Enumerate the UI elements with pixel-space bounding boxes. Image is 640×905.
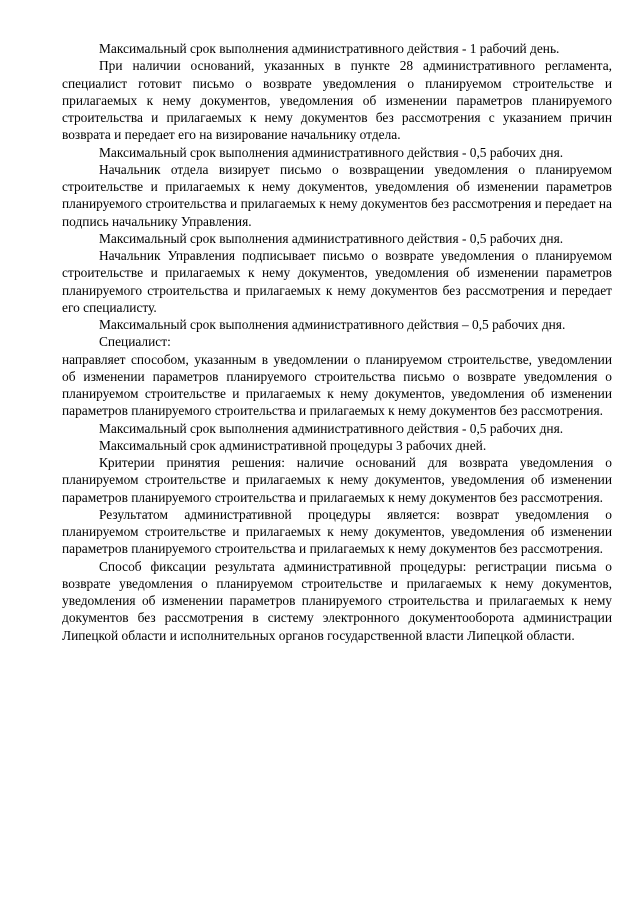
paragraph-result-recording-method: Способ фиксации результата административной процедуры: регистрации письма о возврате уведомления о планируемом строительстве и прилагаемых к нему документов, уведомления об изменении параметров планируемого строительства и прилагаемых к нему документов без рассмотрения в систему электронного документооборота администрации Липецкой области и исполнительных органов государственной власти Липецкой области. — [62, 558, 612, 643]
paragraph-decision-criteria: Критерии принятия решения: наличие оснований для возврата уведомления о планируемом строительстве и прилагаемых к нему документов, уведомления об изменении параметров планируемого строительства и прилагаемых к нему документов без рассмотрения. — [62, 455, 612, 505]
paragraph-procedure-max-time: Максимальный срок административной процедуры 3 рабочих дней. — [99, 437, 487, 453]
paragraph-department-head-endorses: Начальник отдела визирует письмо о возвращении уведомления о планируемом строительстве и прилагаемых к нему документов, уведомления об изменении параметров планируемого строительства и прилагаемых к нему документов без рассмотрения и передает на подпись начальнику Управления. — [62, 161, 612, 229]
paragraph-procedure-result: Результатом административной процедуры является: возврат уведомления о планируемом строительстве и прилагаемых к нему документов, уведомления об изменении параметров планируемого строительства и прилагаемых к нему документов без рассмотрения. — [62, 506, 612, 557]
document-page — [62, 40, 612, 644]
paragraph-specialist-label: Специалист: — [99, 334, 171, 350]
paragraph-max-time-half-day-1: Максимальный срок выполнения административного действия - 0,5 рабочих дня. — [99, 144, 564, 160]
paragraph-max-time-half-day-4: Максимальный срок выполнения административного действия - 0,5 рабочих дня. — [99, 420, 564, 436]
paragraph-max-time-1-day: Максимальный срок выполнения административного действия - 1 рабочий день. — [99, 41, 560, 56]
paragraph-max-time-half-day-2: Максимальный срок выполнения административного действия - 0,5 рабочих дня. — [99, 230, 564, 246]
paragraph-return-grounds: При наличии оснований, указанных в пункте 28 административного регламента, специалист готовит письмо о возврате уведомления о планируемом строительстве и прилагаемых к нему документов, уведомления об изменении параметров планируемого строительства и прилагаемых к нему документов без рассмотрения с указанием причин возврата и передает его на визирование начальнику отдела. — [62, 58, 612, 143]
paragraph-administration-head-signs: Начальник Управления подписывает письмо о возврате уведомления о планируемом строительстве и прилагаемых к нему документов, уведомления об изменении параметров планируемого строительства и прилагаемых к нему документов без рассмотрения и передает его специалисту. — [62, 248, 612, 315]
paragraph-max-time-half-day-3: Максимальный срок выполнения административного действия – 0,5 рабочих дня. — [99, 317, 566, 332]
paragraph-specialist-sends: направляет способом, указанным в уведомлении о планируемом строительстве, уведомлении об изменении параметров планируемого строительства письмо о возврате уведомления о планируемом строительстве и прилагаемых к нему документов, уведомления об изменении параметров планируемого строительства и прилагаемых к нему документов без рассмотрения. — [62, 351, 612, 419]
